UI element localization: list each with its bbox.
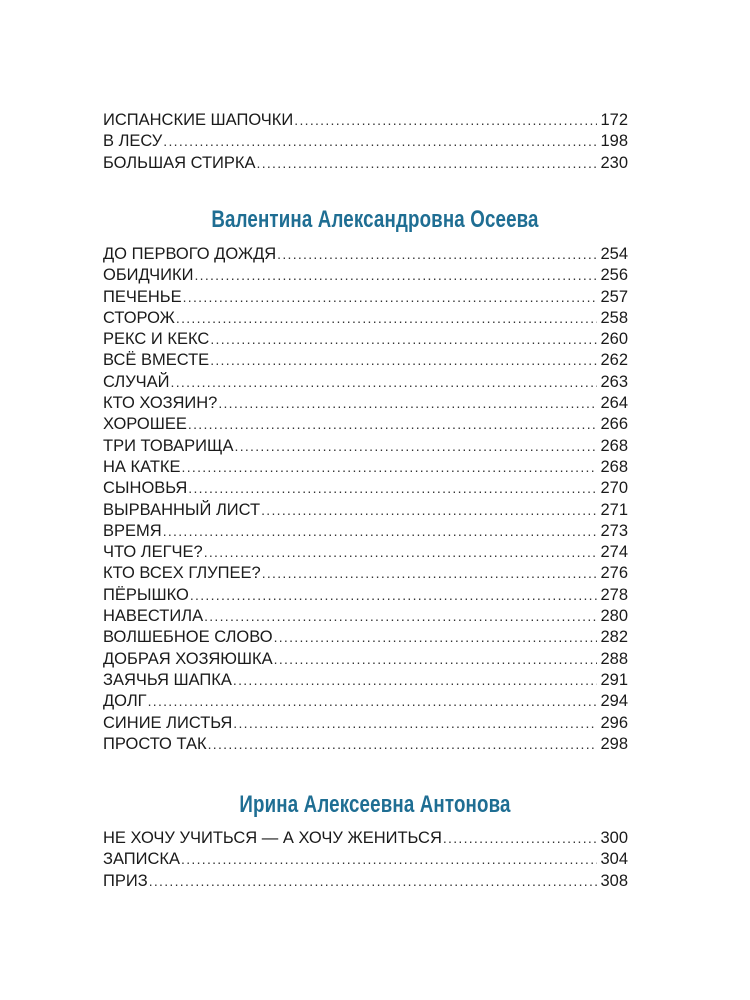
entry-title: НА КАТКЕ — [103, 457, 181, 476]
dot-leader — [194, 265, 597, 286]
toc-entry[interactable] — [103, 350, 628, 371]
entry-title: БОЛЬШАЯ СТИРКА — [103, 153, 256, 172]
entry-page-number: 276 — [600, 564, 628, 583]
entry-page-number: 270 — [600, 479, 628, 498]
entry-title: ВСЁ ВМЕСТЕ — [103, 351, 210, 370]
entry-title: ДОБРАЯ ХОЗЯЮШКА — [103, 649, 273, 668]
dot-leader — [274, 627, 598, 648]
entry-page-number: 288 — [600, 649, 628, 668]
entry-title: ТРИ ТОВАРИЩА — [103, 436, 234, 455]
entry-title: ПЁРЫШКО — [103, 585, 189, 604]
entry-title: НАВЕСТИЛА — [103, 607, 204, 626]
toc-entry[interactable] — [103, 457, 628, 478]
toc-entry[interactable] — [103, 521, 628, 542]
toc-entry[interactable] — [103, 131, 628, 152]
toc-entry[interactable] — [103, 828, 628, 849]
entry-page-number: 268 — [600, 436, 628, 455]
author-heading-antonova: Ирина Алексеевна Антонова — [239, 791, 511, 818]
entry-title: СИНИЕ ЛИСТЬЯ — [103, 713, 233, 732]
entry-title: В ЛЕСУ — [103, 132, 163, 151]
entry-page-number: 172 — [600, 111, 628, 129]
dot-leader — [204, 606, 597, 627]
entry-page-number: 260 — [600, 330, 628, 349]
entry-page-number: 198 — [600, 132, 628, 151]
dot-leader — [181, 849, 597, 870]
toc-entry[interactable] — [103, 414, 628, 435]
dot-leader — [277, 244, 597, 265]
dot-leader — [171, 372, 598, 393]
toc-entry[interactable] — [103, 372, 628, 393]
dot-leader — [149, 871, 598, 892]
dot-leader — [183, 287, 598, 308]
toc-entry[interactable] — [103, 849, 628, 870]
toc-entry[interactable] — [103, 542, 628, 563]
dot-leader — [188, 414, 598, 435]
dot-leader — [176, 308, 598, 329]
entry-title: ИСПАНСКИЕ ШАПОЧКИ — [103, 111, 294, 129]
toc-entry[interactable] — [103, 244, 628, 265]
toc-entry[interactable] — [103, 563, 628, 584]
entry-title: НЕ ХОЧУ УЧИТЬСЯ — А ХОЧУ ЖЕНИТЬСЯ — [103, 829, 442, 847]
entry-title: ЗАЯЧЬЯ ШАПКА — [103, 670, 232, 689]
entry-title: ХОРОШЕЕ — [103, 415, 187, 434]
toc-entry[interactable] — [103, 393, 628, 414]
entry-page-number: 294 — [600, 692, 628, 711]
entry-page-number: 254 — [600, 245, 628, 263]
entry-title: ПЕЧЕНЬЕ — [103, 287, 182, 306]
dot-leader — [233, 713, 597, 734]
entry-page-number: 262 — [600, 351, 628, 370]
dot-leader — [274, 649, 598, 670]
entry-page-number: 278 — [600, 585, 628, 604]
entry-page-number: 280 — [600, 607, 628, 626]
entry-title: ЗАПИСКА — [103, 850, 181, 869]
dot-leader — [262, 563, 598, 584]
dot-leader — [218, 393, 597, 414]
toc-section-oseeva — [103, 244, 628, 755]
dot-leader — [208, 734, 598, 755]
toc-entry[interactable] — [103, 713, 628, 734]
entry-page-number: 256 — [600, 266, 628, 285]
entry-page-number: 308 — [600, 871, 628, 890]
entry-page-number: 296 — [600, 713, 628, 732]
entry-page-number: 268 — [600, 457, 628, 476]
toc-entry[interactable] — [103, 734, 628, 755]
dot-leader — [163, 521, 598, 542]
author-heading-oseeva: Валентина Александровна Осеева — [211, 206, 539, 233]
entry-page-number: 264 — [600, 394, 628, 413]
entry-page-number: 304 — [600, 850, 628, 869]
toc-entry[interactable] — [103, 606, 628, 627]
entry-title: ВЫРВАННЫЙ ЛИСТ — [103, 500, 261, 519]
toc-entry[interactable] — [103, 287, 628, 308]
toc-entry[interactable] — [103, 478, 628, 499]
dot-leader — [210, 350, 597, 371]
dot-leader — [443, 828, 598, 849]
entry-page-number: 271 — [600, 500, 628, 519]
toc-entry[interactable] — [103, 500, 628, 521]
dot-leader — [261, 500, 597, 521]
toc-section-antonova — [103, 828, 628, 892]
toc-entry[interactable] — [103, 627, 628, 648]
entry-title: СЛУЧАЙ — [103, 372, 170, 391]
entry-title: ВОЛШЕБНОЕ СЛОВО — [103, 628, 273, 647]
dot-leader — [182, 457, 598, 478]
entry-page-number: 266 — [600, 415, 628, 434]
entry-title: ЧТО ЛЕГЧЕ? — [103, 543, 203, 562]
toc-entry[interactable] — [103, 585, 628, 606]
entry-title: РЕКС И КЕКС — [103, 330, 210, 349]
entry-page-number: 298 — [600, 734, 628, 753]
dot-leader — [204, 542, 598, 563]
entry-title: ВРЕМЯ — [103, 521, 162, 540]
dot-leader — [163, 131, 597, 152]
toc-entry[interactable] — [103, 329, 628, 350]
dot-leader — [294, 110, 597, 131]
dot-leader — [188, 478, 597, 499]
toc-entry[interactable] — [103, 871, 628, 892]
entry-title: ОБИДЧИКИ — [103, 266, 194, 285]
dot-leader — [233, 670, 598, 691]
entry-title: ПРИЗ — [103, 871, 148, 890]
entry-title: СЫНОВЬЯ — [103, 479, 188, 498]
toc-entry[interactable] — [103, 110, 628, 131]
toc-entry[interactable] — [103, 265, 628, 286]
entry-title: СТОРОЖ — [103, 308, 175, 327]
toc-entry[interactable] — [103, 308, 628, 329]
dot-leader — [190, 585, 598, 606]
dot-leader — [235, 436, 598, 457]
entry-page-number: 273 — [600, 521, 628, 540]
entry-page-number: 300 — [600, 829, 628, 847]
entry-title: ДО ПЕРВОГО ДОЖДЯ — [103, 245, 277, 263]
entry-page-number: 282 — [600, 628, 628, 647]
toc-entry[interactable] — [103, 153, 628, 174]
entry-page-number: 291 — [600, 670, 628, 689]
entry-page-number: 257 — [600, 287, 628, 306]
entry-title: КТО ХОЗЯИН? — [103, 394, 218, 413]
toc-section-top — [103, 110, 628, 174]
entry-page-number: 274 — [600, 543, 628, 562]
entry-page-number: 263 — [600, 372, 628, 391]
dot-leader — [210, 329, 597, 350]
toc-entry[interactable] — [103, 691, 628, 712]
toc-entry[interactable] — [103, 670, 628, 691]
toc-entry[interactable] — [103, 649, 628, 670]
dot-leader — [148, 691, 598, 712]
dot-leader — [257, 153, 598, 174]
entry-title: ПРОСТО ТАК — [103, 734, 207, 753]
toc-entry[interactable] — [103, 436, 628, 457]
entry-page-number: 258 — [600, 308, 628, 327]
entry-title: ДОЛГ — [103, 692, 147, 711]
entry-page-number: 230 — [600, 153, 628, 172]
entry-title: КТО ВСЕХ ГЛУПЕЕ? — [103, 564, 261, 583]
